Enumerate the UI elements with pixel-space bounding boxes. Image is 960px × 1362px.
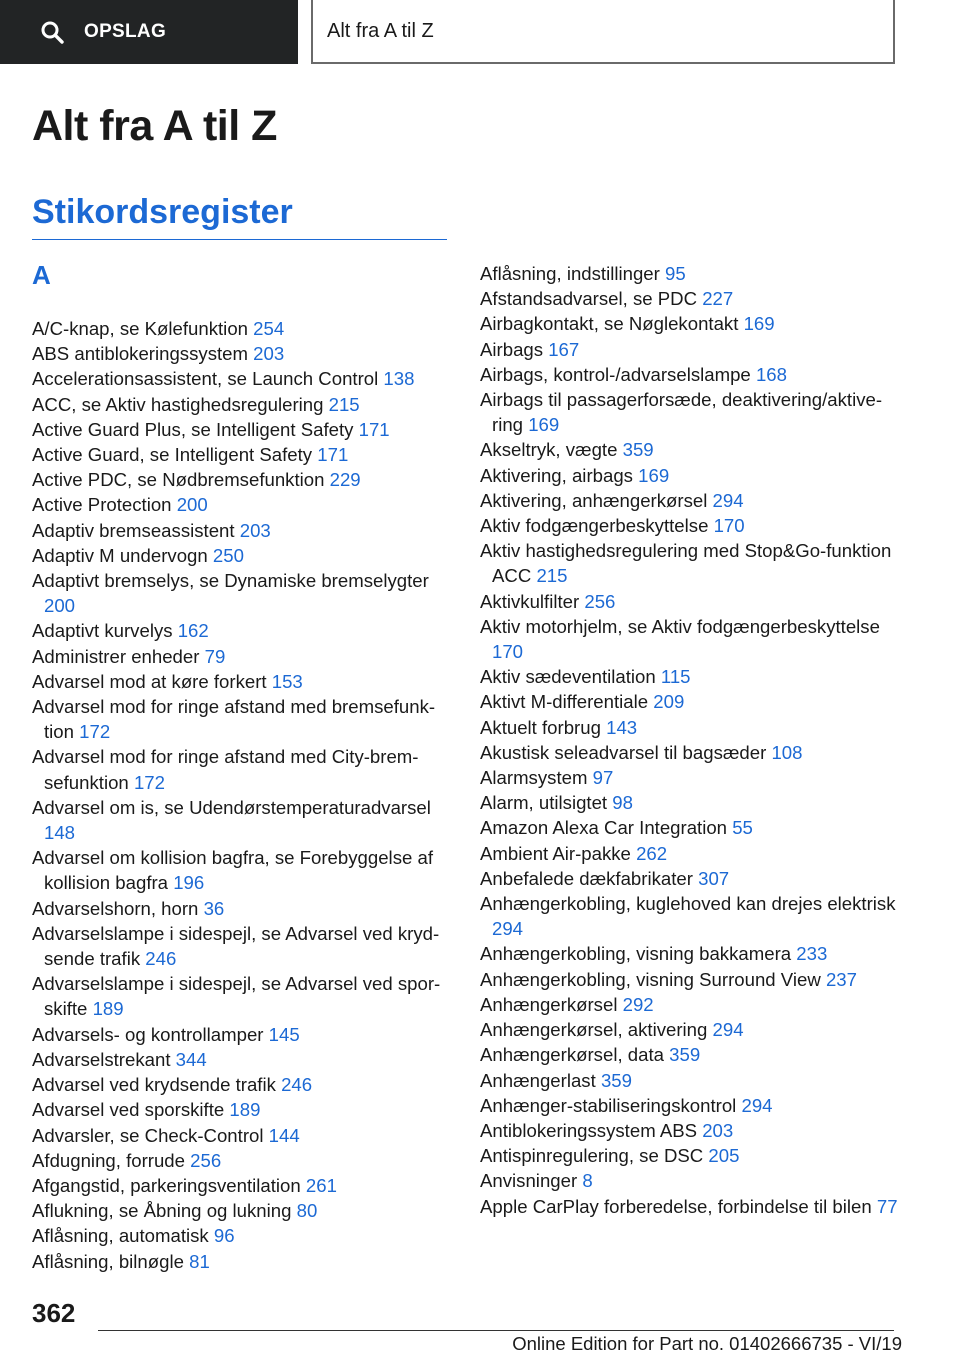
index-entry-text: Anhængerkørsel, data <box>480 1044 664 1066</box>
index-page-link[interactable]: 294 <box>712 1019 744 1041</box>
index-entry-text: Anhængerkobling, visning Surround View <box>480 968 821 990</box>
index-page-link[interactable]: 172 <box>133 771 165 793</box>
index-entry <box>32 1249 452 1274</box>
index-page-link[interactable]: 246 <box>281 1074 313 1096</box>
index-entry <box>32 1123 452 1148</box>
index-entry <box>32 1173 452 1198</box>
index-page-link[interactable]: 203 <box>702 1119 734 1141</box>
index-page-link[interactable]: 77 <box>876 1195 898 1217</box>
index-entry-text: Advarsel mod for ringe afstand med bremsefunktion <box>32 696 436 743</box>
index-entry-text: Anhængerkobling, kuglehoved kan drejes elektrisk <box>480 893 896 915</box>
index-entry <box>480 992 900 1017</box>
index-entry <box>32 669 452 694</box>
index-page-link[interactable]: 205 <box>708 1145 740 1167</box>
index-entry <box>480 790 900 815</box>
index-entry <box>480 538 900 588</box>
index-entry-text: Advarsel ved krydsende trafik <box>32 1074 276 1096</box>
index-entry-text: Aflåsning, bilnøgle <box>32 1250 184 1272</box>
index-page-link[interactable]: 96 <box>213 1225 235 1247</box>
index-entry <box>480 1118 900 1143</box>
index-page-link[interactable]: 169 <box>638 464 670 486</box>
index-entry-text: Afstandsadvarsel, se PDC <box>480 288 698 310</box>
index-entry-text: Antispinregulering, se DSC <box>480 1145 704 1167</box>
section-heading: Stikordsregister <box>32 193 447 240</box>
index-entry <box>480 1143 900 1168</box>
index-entry <box>480 614 900 664</box>
index-page-link[interactable]: 307 <box>698 867 730 889</box>
index-entry <box>480 689 900 714</box>
index-page-link[interactable]: 169 <box>743 313 775 335</box>
index-entry <box>480 891 900 941</box>
index-entry <box>32 1097 452 1122</box>
index-entry <box>32 744 452 794</box>
index-page-link[interactable]: 115 <box>660 666 691 688</box>
index-entry <box>480 488 900 513</box>
index-entry <box>32 971 452 1021</box>
index-page-link[interactable]: 292 <box>622 993 654 1015</box>
index-entry <box>480 589 900 614</box>
index-entry-text: Advarsel ved sporskifte <box>32 1099 225 1121</box>
index-entry <box>32 644 452 669</box>
index-page-link[interactable]: 36 <box>203 897 225 919</box>
index-entry <box>480 261 900 286</box>
index-entry-text: Aflukning, se Åbning og lukning <box>32 1200 292 1222</box>
index-page-link[interactable]: 344 <box>175 1048 207 1070</box>
index-entry-text: Antiblokeringssystem ABS <box>480 1119 698 1141</box>
index-page-link[interactable]: 254 <box>253 318 285 339</box>
index-entry <box>480 664 900 689</box>
index-entry <box>480 765 900 790</box>
index-entry-text: Amazon Alexa Car Integration <box>480 817 728 839</box>
index-page-link[interactable]: 80 <box>296 1200 318 1222</box>
index-entry <box>32 1022 452 1047</box>
index-entry-text: Anvisninger <box>480 1170 578 1192</box>
index-entry <box>32 543 452 568</box>
index-page-link[interactable]: 98 <box>612 792 633 814</box>
index-entry-text: ABS antiblokeringssystem <box>32 343 248 365</box>
index-entry <box>480 715 900 740</box>
index-page-link[interactable]: 215 <box>328 393 360 415</box>
index-page-link[interactable]: 294 <box>492 918 524 940</box>
index-entry <box>480 740 900 765</box>
index-entry-text: A/C-knap, se Kølefunktion <box>32 318 248 339</box>
index-entry-text: Aktivkulfilter <box>480 590 580 612</box>
index-entry-text: Active Guard, se Intelligent Safety <box>32 444 313 466</box>
index-entry-text: Apple CarPlay forberedelse, forbindelse til bilen <box>480 1195 872 1217</box>
index-entry-text: Airbagkontakt, se Nøglekontakt <box>480 313 739 335</box>
letter-heading: A <box>32 260 51 290</box>
index-page-link[interactable]: 256 <box>190 1149 222 1171</box>
index-entry <box>32 467 452 492</box>
index-entry-text: Active Guard Plus, se Intelligent Safety <box>32 418 354 440</box>
index-entry-text: Anbefalede dækfabrikater <box>480 867 693 889</box>
section-tab-label: Alt fra A til Z <box>327 19 434 42</box>
index-page-link[interactable]: 172 <box>79 721 111 743</box>
index-page-link[interactable]: 227 <box>702 288 734 310</box>
index-page-link[interactable]: 145 <box>268 1023 300 1045</box>
index-entry-text: Accelerationsassistent, se Launch Control <box>32 368 379 390</box>
index-entry-text: Aktuelt forbrug <box>480 716 601 738</box>
index-column-right <box>480 261 900 1219</box>
index-entry <box>32 1198 452 1223</box>
index-entry-text: Advarsel om is, se Udendørstemperaturadvarsel <box>32 796 431 818</box>
index-entry <box>32 417 452 442</box>
index-entry <box>480 311 900 336</box>
index-page-link[interactable]: 143 <box>606 716 638 738</box>
index-page-link[interactable]: 203 <box>239 519 271 541</box>
index-entry-text: Aktivt M-differentiale <box>480 691 649 713</box>
index-page-link[interactable]: 108 <box>771 741 803 763</box>
index-entry-text: Anhængerkørsel, aktivering <box>480 1019 708 1041</box>
index-page-link[interactable]: 167 <box>548 338 580 360</box>
index-entry <box>480 513 900 538</box>
index-entry-text: ACC, se Aktiv hastighedsregulering <box>32 393 324 415</box>
index-page-link[interactable]: 170 <box>492 641 524 663</box>
index-entry-text: Airbags til passagerforsæde, deaktivering/aktivering <box>480 389 883 436</box>
index-entry-text: Administrer enheder <box>32 645 200 667</box>
index-entry <box>480 967 900 992</box>
index-entry <box>32 1072 452 1097</box>
index-entry-text: Anhænger-stabiliseringskontrol <box>480 1094 737 1116</box>
index-entry <box>480 841 900 866</box>
index-entry <box>32 568 452 618</box>
index-page-link[interactable]: 95 <box>665 263 686 284</box>
index-entry <box>32 316 452 341</box>
index-entry-text: Active Protection <box>32 494 172 516</box>
index-page-link[interactable]: 169 <box>528 414 560 436</box>
index-entry-text: Ambient Air-pakke <box>480 842 631 864</box>
index-entry-text: Afdugning, forrude <box>32 1149 185 1171</box>
search-tab-label: OPSLAG <box>84 21 167 42</box>
index-entry <box>480 437 900 462</box>
index-page-link[interactable]: 261 <box>305 1174 337 1196</box>
index-entry-text: Akseltryk, vægte <box>480 439 618 461</box>
index-entry <box>480 337 900 362</box>
index-entry-text: Aktivering, airbags <box>480 464 633 486</box>
index-entry <box>32 366 452 391</box>
index-entry-text: Advarselslampe i sidespejl, se Advarsel ved sporskifte <box>32 973 441 1020</box>
index-entry-text: Advarsel mod for ringe afstand med City-bremsefunktion <box>32 746 419 793</box>
index-column-left <box>32 316 452 1274</box>
index-entry <box>32 896 452 921</box>
index-entry <box>32 921 452 971</box>
index-page-link[interactable]: 79 <box>204 645 226 667</box>
index-entry <box>32 795 452 845</box>
index-entry <box>480 941 900 966</box>
search-tab[interactable] <box>0 0 298 64</box>
index-entry-text: Aktiv hastighedsregulering med Stop&Go-funktion ACC <box>480 540 892 587</box>
index-entry-text: Advarsels- og kontrollamper <box>32 1023 264 1045</box>
index-entry <box>480 815 900 840</box>
index-entry <box>32 1047 452 1072</box>
index-page-link[interactable]: 189 <box>229 1099 261 1121</box>
index-page-link[interactable]: 215 <box>536 565 568 587</box>
index-entry <box>32 442 452 467</box>
index-page-link[interactable]: 153 <box>271 670 303 692</box>
index-entry-text: Adaptiv M undervogn <box>32 544 208 566</box>
index-entry <box>480 866 900 891</box>
index-page-link[interactable]: 171 <box>317 444 349 466</box>
index-entry-text: Aflåsning, indstillinger <box>480 263 660 284</box>
index-page-link[interactable]: 144 <box>268 1124 300 1146</box>
index-entry-text: Airbags, kontrol-/advarselslampe <box>480 363 751 385</box>
index-page-link[interactable]: 229 <box>329 469 361 491</box>
index-page-link[interactable]: 171 <box>358 418 390 440</box>
search-icon <box>40 20 64 44</box>
index-page-link[interactable]: 170 <box>713 515 745 537</box>
index-page-link[interactable]: 250 <box>212 544 244 566</box>
index-entry-text: Active PDC, se Nødbremsefunktion <box>32 469 325 491</box>
index-page-link[interactable]: 189 <box>92 998 124 1020</box>
index-entry-text: Anhængerlast <box>480 1069 596 1091</box>
index-page-link[interactable]: 162 <box>177 620 209 642</box>
index-entry-text: Advarselslampe i sidespejl, se Advarsel ved krydsende trafik <box>32 922 440 970</box>
index-entry <box>480 1042 900 1067</box>
footer-divider <box>98 1330 894 1331</box>
index-entry <box>480 1017 900 1042</box>
index-page-link[interactable]: 237 <box>825 968 857 990</box>
index-entry-text: Anhængerkørsel <box>480 993 618 1015</box>
index-entry <box>480 1093 900 1118</box>
index-entry <box>32 341 452 366</box>
footer-edition: Online Edition for Part no. 01402666735 - VI/19 <box>512 1333 902 1354</box>
index-page-link[interactable]: 294 <box>712 489 744 511</box>
index-entry-text: Advarsel mod at køre forkert <box>32 670 267 692</box>
index-entry <box>480 463 900 488</box>
index-entry-text: Aktivering, anhængerkørsel <box>480 489 708 511</box>
index-page-link[interactable]: 359 <box>622 439 654 461</box>
index-page-link[interactable]: 203 <box>253 343 285 365</box>
index-page-link[interactable]: 359 <box>669 1044 701 1066</box>
index-entry-text: Adaptiv bremseassistent <box>32 519 235 541</box>
index-entry-text: Advarselstrekant <box>32 1048 171 1070</box>
index-entry <box>32 492 452 517</box>
index-entry <box>32 618 452 643</box>
index-page-link[interactable]: 256 <box>584 590 616 612</box>
index-entry-text: Aktiv motorhjelm, se Aktiv fodgængerbeskyttelse <box>480 615 880 637</box>
index-page-link[interactable]: 359 <box>600 1069 632 1091</box>
index-page-link[interactable]: 148 <box>44 822 76 844</box>
index-page-link[interactable]: 8 <box>582 1170 593 1192</box>
index-page-link[interactable]: 262 <box>636 842 668 864</box>
index-entry-text: Alarmsystem <box>480 767 588 789</box>
index-page-link[interactable]: 233 <box>796 943 828 965</box>
index-page-link[interactable]: 55 <box>732 817 753 839</box>
index-page-link[interactable]: 168 <box>755 363 787 385</box>
index-entry <box>32 1148 452 1173</box>
index-entry <box>480 1194 900 1219</box>
index-entry-text: Advarselshorn, horn <box>32 897 199 919</box>
index-entry-text: Alarm, utilsigtet <box>480 792 608 814</box>
index-entry <box>32 1223 452 1248</box>
index-entry <box>32 845 452 895</box>
index-page-link[interactable]: 97 <box>592 767 614 789</box>
index-entry <box>32 518 452 543</box>
index-entry-text: Advarsel om kollision bagfra, se Forebyggelse af kollision bagfra <box>32 847 434 894</box>
index-entry <box>32 392 452 417</box>
index-entry-text: Aktiv fodgængerbeskyttelse <box>480 515 709 537</box>
index-entry-text: Advarsler, se Check-Control <box>32 1124 264 1146</box>
page-number: 362 <box>32 1298 76 1328</box>
index-entry-text: Afgangstid, parkeringsventilation <box>32 1174 301 1196</box>
index-page-link[interactable]: 196 <box>173 872 205 894</box>
index-page-link[interactable]: 200 <box>176 494 208 516</box>
index-entry <box>480 362 900 387</box>
index-entry <box>480 286 900 311</box>
index-entry-text: Aktiv sædeventilation <box>480 666 656 688</box>
index-entry-text: Adaptivt kurvelys <box>32 620 173 642</box>
index-page-link[interactable]: 81 <box>189 1250 210 1272</box>
index-page-link[interactable]: 294 <box>741 1094 773 1116</box>
index-entry <box>32 694 452 744</box>
index-entry <box>480 1168 900 1193</box>
index-entry <box>480 387 900 437</box>
index-page-link[interactable]: 246 <box>145 948 177 970</box>
index-page-link[interactable]: 200 <box>44 595 76 617</box>
index-entry-text: Anhængerkobling, visning bakkamera <box>480 943 792 965</box>
index-entry-text: Aflåsning, automatisk <box>32 1225 209 1247</box>
index-page-link[interactable]: 138 <box>383 368 415 390</box>
page-title: Alt fra A til Z <box>32 102 277 150</box>
section-tab[interactable] <box>311 0 895 64</box>
index-entry-text: Adaptivt bremselys, se Dynamiske bremselygter <box>32 570 429 592</box>
index-entry <box>480 1068 900 1093</box>
index-entry-text: Airbags <box>480 338 544 360</box>
index-entry-text: Akustisk seleadvarsel til bagsæder <box>480 741 767 763</box>
index-page-link[interactable]: 209 <box>653 691 685 713</box>
